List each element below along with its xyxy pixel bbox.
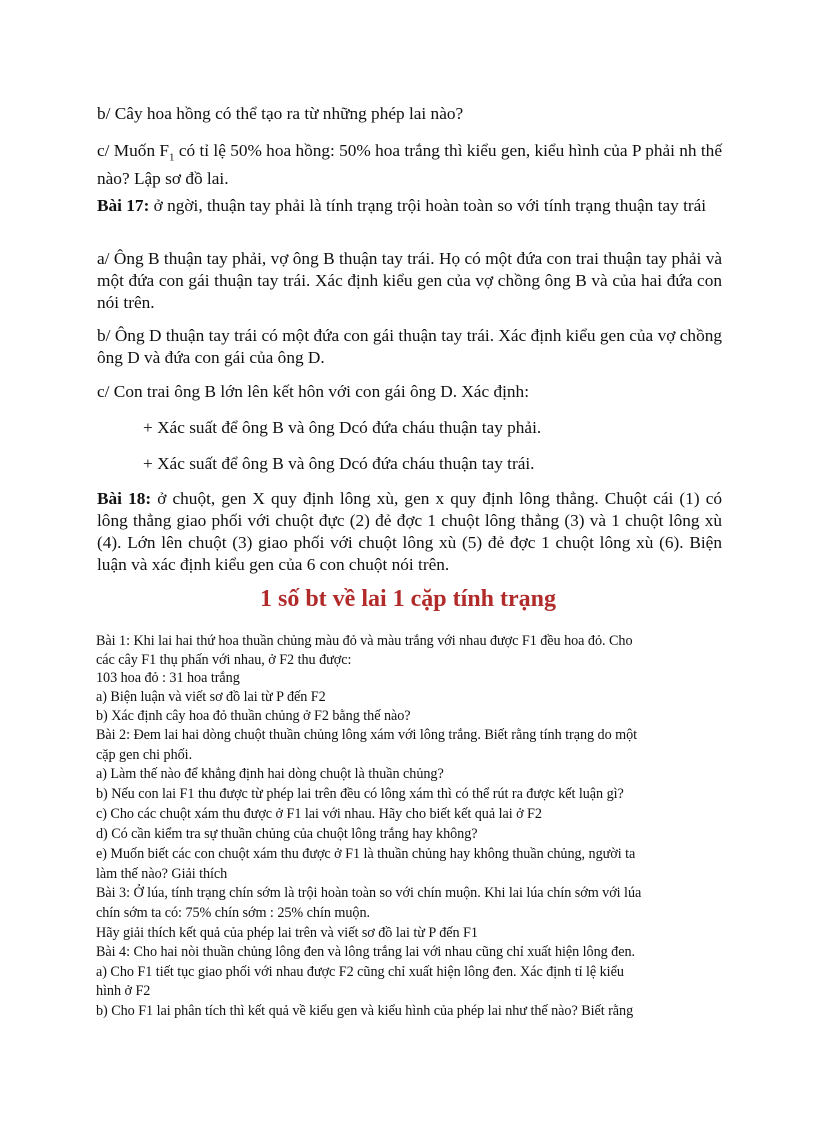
list-line: Bài 1: Khi lai hai thứ hoa thuần chủng màu đỏ và màu trắng với nhau được F1 đều hoa đỏ. Cho: [96, 633, 633, 649]
list-line: b) Cho F1 lai phân tích thì kết quả về kiểu gen và kiểu hình của phép lai như thế nào? Biết rằng: [96, 1003, 634, 1019]
list-line: a) Biện luận và viết sơ đồ lai từ P đến F2: [96, 689, 326, 705]
question-c: c/ Muốn $F_1$ có tỉ lệ 50% hoa hồng: 50% hoa trắng thì kiểu gen, kiểu hình của P phải nh thế nào? Lập sơ đồ lai.: [97, 141, 722, 189]
list-line: c) Cho các chuột xám thu được ở F1 lai với nhau. Hãy cho biết kết quả lai ở F2: [96, 806, 542, 822]
exercise-17-part-c: c/ Con trai ông B lớn lên kết hôn với con gái ông D. Xác định:: [97, 382, 529, 401]
list-line: a) Làm thế nào để khẳng định hai dòng chuột là thuần chủng?: [96, 766, 444, 782]
list-line: Bài 3: Ở lúa, tính trạng chín sớm là trội hoàn toàn so với chín muộn. Khi lai lúa chín sớm với lúa: [96, 885, 642, 901]
question-b: b/ Cây hoa hồng có thể tạo ra từ những phép lai nào?: [97, 104, 464, 123]
list-line: e) Muốn biết các con chuột xám thu được ở F1 là thuần chủng hay không thuần chủng, người ta: [96, 846, 636, 862]
exercise-17-c-item-2: + Xác suất để ông B và ông Dcó đứa cháu thuận tay trái.: [143, 454, 535, 473]
list-line: chín sớm ta có: 75% chín sớm : 25% chín muộn.: [96, 905, 371, 921]
exercise-17-label: Bài 17:: [97, 196, 150, 215]
list-line: b) Nếu con lai F1 thu được từ phép lai trên đều có lông xám thì có thể rút ra được kết luận gì?: [96, 786, 624, 802]
list-line: 103 hoa đỏ : 31 hoa trắng: [96, 670, 240, 686]
exercise-18-label: Bài 18:: [97, 489, 152, 508]
exercise-17-part-a: a/ Ông B thuận tay phải, vợ ông B thuận tay trái. Họ có một đứa con trai thuận tay phải và một đứa con gái thuận tay trái. Xác định kiểu gen của vợ chồng ông B và của hai đứa con nói trên.: [97, 249, 722, 312]
exercise-17-part-b: b/ Ông D thuận tay trái có một đứa con gái thuận tay trái. Xác định kiểu gen của vợ chồng ông D và đứa con gái của ông D.: [97, 326, 722, 367]
exercise-17-intro: Bài 17: ở ngời, thuận tay phải là tính trạng trội hoàn toàn so với tính trạng thuận tay trái: [97, 196, 707, 215]
list-line: Hãy giải thích kết quả của phép lai trên và viết sơ đồ lai từ P đến F1: [96, 925, 478, 941]
list-line: b) Xác định cây hoa đỏ thuần chủng ở F2 bằng thế nào?: [96, 708, 411, 724]
list-line: d) Có cần kiểm tra sự thuần chủng của chuột lông trắng hay không?: [96, 826, 478, 842]
exercise-17-c-item-1: + Xác suất để ông B và ông Dcó đứa cháu thuận tay phải.: [143, 418, 542, 437]
list-line: làm thế nào? Giải thích: [96, 866, 228, 882]
list-line: cặp gen chi phối.: [96, 747, 193, 763]
list-line: Bài 4: Cho hai nòi thuần chủng lông đen và lông trắng lai với nhau cũng chỉ xuất hiện lông đen.: [96, 944, 636, 960]
list-line: hình ở F2: [96, 983, 151, 999]
list-line: Bài 2: Đem lai hai dòng chuột thuần chủng lông xám với lông trắng. Biết rằng tính trạng do một: [96, 727, 638, 743]
list-line: a) Cho F1 tiết tục giao phối với nhau được F2 cũng chỉ xuất hiện lông đen. Xác định tỉ lệ kiểu: [96, 964, 624, 980]
list-line: các cây F1 thụ phấn với nhau, ở F2 thu được:: [96, 652, 352, 668]
section-heading: 1 số bt về lai 1 cặp tính trạng: [259, 586, 556, 612]
exercise-18: Bài 18: ở chuột, gen X quy định lông xù, gen x quy định lông thẳng. Chuột cái (1) có lông thẳng giao phối với chuột đực (2) đẻ đợc 1 chuột lông thẳng (3) và 1 chuột lông xù (4). Lớn lên chuột (3) giao phối với chuột lông xù (5) đẻ đợc 1 chuột lông xù (6). Biện luận và xác định kiểu gen của 6 con chuột nói trên.: [97, 489, 722, 574]
